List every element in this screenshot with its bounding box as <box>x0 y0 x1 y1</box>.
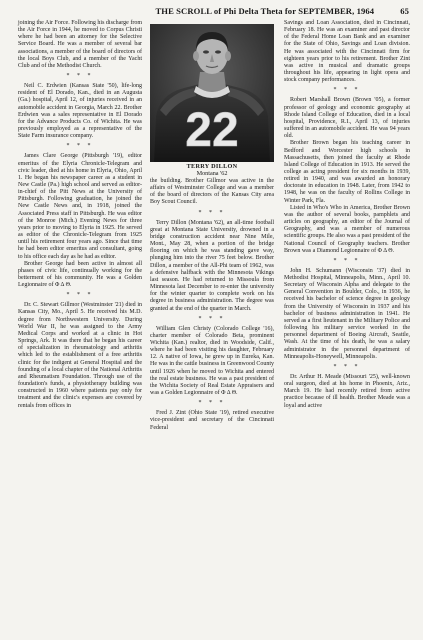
caption-chapter: Montana '62 <box>196 170 228 178</box>
obituary-brown: Robert Marshall Brown (Brown '05), a former professor of geology and economic geography at Rhode Island College of Education, died in a local hospital, Providence, R.I., April 13, of injuries suffered in an automobile accident. He was 94 years old. <box>284 97 410 140</box>
paragraph: the building. Brother Gillmor was active in the affairs of Westminster College and was a member of the board of directors of the Kansas City area Boy Scout Council. <box>150 178 274 206</box>
terry-dillon-photo <box>150 24 274 162</box>
paragraph: Brother Brown began his teaching career in Bedford and Worcester high schools in Massachusetts, then joined the faculty at Rhode Island College of Education in 1913. He served the college as acting president for six months in 1939, retired in 1940, and was awarded an honorary doctorate in education in 1948. Later, from 1942 to 1948, he was on the faculty of Rollins College in Winter Park, Fla. <box>284 140 410 204</box>
section-separator: * * * <box>198 209 226 216</box>
photo-caption <box>150 163 274 177</box>
obituary-george: James Clare George (Pittsburgh '19), editor emeritus of the Elyria Chronicle-Telegram and civic leader, died at his home in Elyria, Ohio, April 1. He began his newspaper career as a student in New Castle (Pa.) high school and served as editor-in-chief of the Pitt News at the University of Pittsburgh. Following graduation, he joined the New Castle News and, in 1918, joined the Associated Press staff in Pittsburgh. He was editor of the Monroe (Mich.) Evening News for three years prior to moving to Elyria in 1925. He served as editor of the Chronicle-Telegram from 1925 until his retirement four years ago. Since that time he had been editor emeritus and consultant, going to his office each day as he had as editor. <box>18 153 142 260</box>
column-2 <box>150 178 274 432</box>
obituary-gillmor: Dr. C. Stewart Gillmor (Westminster '21) died in Kansas City, Mo., April 5. He received his M.D. degree from Northwestern University. During World War II, he was assigned to the Army Medical Corps and worked at a clinic in Hot Springs, Ark. It was there that he began his career of specialization in rheumatology and arthritis which led to the establishment of a free arthritis clinic for the indigent at General Hospital and the founding of a local chapter of the National Arthritis and Rheumatism Foundation. Through use of the foundation's funds, a physiotherapy building was constructed in 1960 where patients pay only for treatment and the clinic's expenses are covered by rentals from offices in <box>18 302 142 409</box>
section-separator: * * * <box>198 315 226 322</box>
paragraph: Savings and Loan Association, died in Cincinnati, February 18. He was an examiner and past director of the Federal Home Loan Bank and an examiner for the State of Ohio, Savings and Loan division. He was associated with the Cincinnati firm for eighteen years prior to his retirement. Brother Zint was active in musical and dramatic groups throughout his life, appearing in light opera and stock company performances. <box>284 20 410 84</box>
column-3 <box>284 20 410 410</box>
paragraph: Listed in Who's Who in America, Brother Brown was the author of several books, pamphlets and articles on geography, an editor of the Journal of Geography, and was a member of numerous scientific groups. He also was a past president of the National Council of Geography teachers. Brother Brown was a Diamond Legionnaire of Φ Δ Θ. <box>284 204 410 254</box>
obituary-erdwien: Neil C. Erdwien (Kansas State '50), life-long resident of El Dorado, Kan., died in an Augusta (Ga.) hospital, April 12, of injuries received in an automobile accident in Georgia, March 22. Brother Erdwien was a sales representative in El Dorado for the Advance Products Co. of Wichita. He was previously employed as a representative of the State Farm insurance company. <box>18 83 142 140</box>
section-separator: * * * <box>198 400 226 407</box>
obituary-meade: Dr. Arthur H. Meade (Missouri '25), well-known oral surgeon, died at his home in Phoenix, Ariz., March 19. He had recently retired from active practice because of ill health. Brother Meade was a loyal and active <box>284 373 410 409</box>
section-separator: * * * <box>333 87 361 94</box>
page-header <box>18 4 409 18</box>
obituary-dillon: Terry Dillon (Montana '62), an all-time football great at Montana State University, drowned in a bridge construction accident near Nine Mile, Mont., May 28, when a portion of the bridge flooring on which he was standing gave way, plunging him into the river 75 feet below. Brother Dillon, a member of the All-Phi team of 1962, was a defensive halfback with the Minnesota Vikings last season. He had returned to Missoula from Minnesota last December to re-enter the university for the winter quarter to complete work on his degree in business administration. The degree was granted at the end of the quarter in March. <box>150 219 274 312</box>
page-number: 65 <box>400 6 409 16</box>
section-separator: * * * <box>66 143 94 150</box>
section-separator: * * * <box>66 73 94 80</box>
paragraph: Brother George had been active in almost all phases of civic life, continually working for the betterment of his community. He was a Golden Legionnaire of Φ Δ Θ. <box>18 260 142 289</box>
paragraph: joining the Air Force. Following his discharge from the Air Force in 1944, he moved to Corpus Christi where he had been an attorney for the Selective Service Board. He was a member of several bar associations, a member of the board of directors of the local Boys Club, and a member of the Yacht Club and of the Methodist Church. <box>18 20 142 69</box>
section-separator: * * * <box>66 292 94 299</box>
obituary-schumann: John H. Schumann (Wisconsin '37) died in Methodist Hospital, Minneapolis, Minn., April 10. Secretary of Wisconsin Alpha and delegate to the General Convention in Boulder, Colo., in 1936, he received his bachelor of science degree in geology from the University of Wisconsin in 1937 and his bachelor of business administration in 1941. He served as a first lieutenant in the Military Police and following his military service worked in the personnel department of Boeing Aircraft, Seattle, Wash. At the time of his death, he was a salary administrator in the personnel department of Minneapolis-Honeywell, Minneapolis. <box>284 267 410 360</box>
obituary-zint: Fred J. Zint (Ohio State '19), retired executive vice-president and secretary of the Cincinnati Federal <box>150 410 274 431</box>
jersey-number: 22 <box>185 104 239 157</box>
obituary-christy: William Glen Christy (Colorado College '16), charter member of Colorado Beta, prominent Wichita (Kan.) realtor, died in Woodside, Calif., where he had been visiting his daughter, February 12. A native of Iowa, he grew up in Eureka, Kan. He was in the cattle business in Greenwood County until 1926 when he moved to Wichita and entered the real estate business. He was a past president of the Wichita Society of Real Estate Appraisers and was a Golden Legionnaire of Φ Δ Θ. <box>150 325 274 397</box>
caption-name: TERRY DILLON <box>186 163 238 170</box>
section-separator: * * * <box>333 257 361 264</box>
running-title: THE SCROLL of Phi Delta Theta for SEPTEMBER, 1964 <box>155 6 375 16</box>
section-separator: * * * <box>333 363 361 370</box>
column-1 <box>18 20 142 410</box>
